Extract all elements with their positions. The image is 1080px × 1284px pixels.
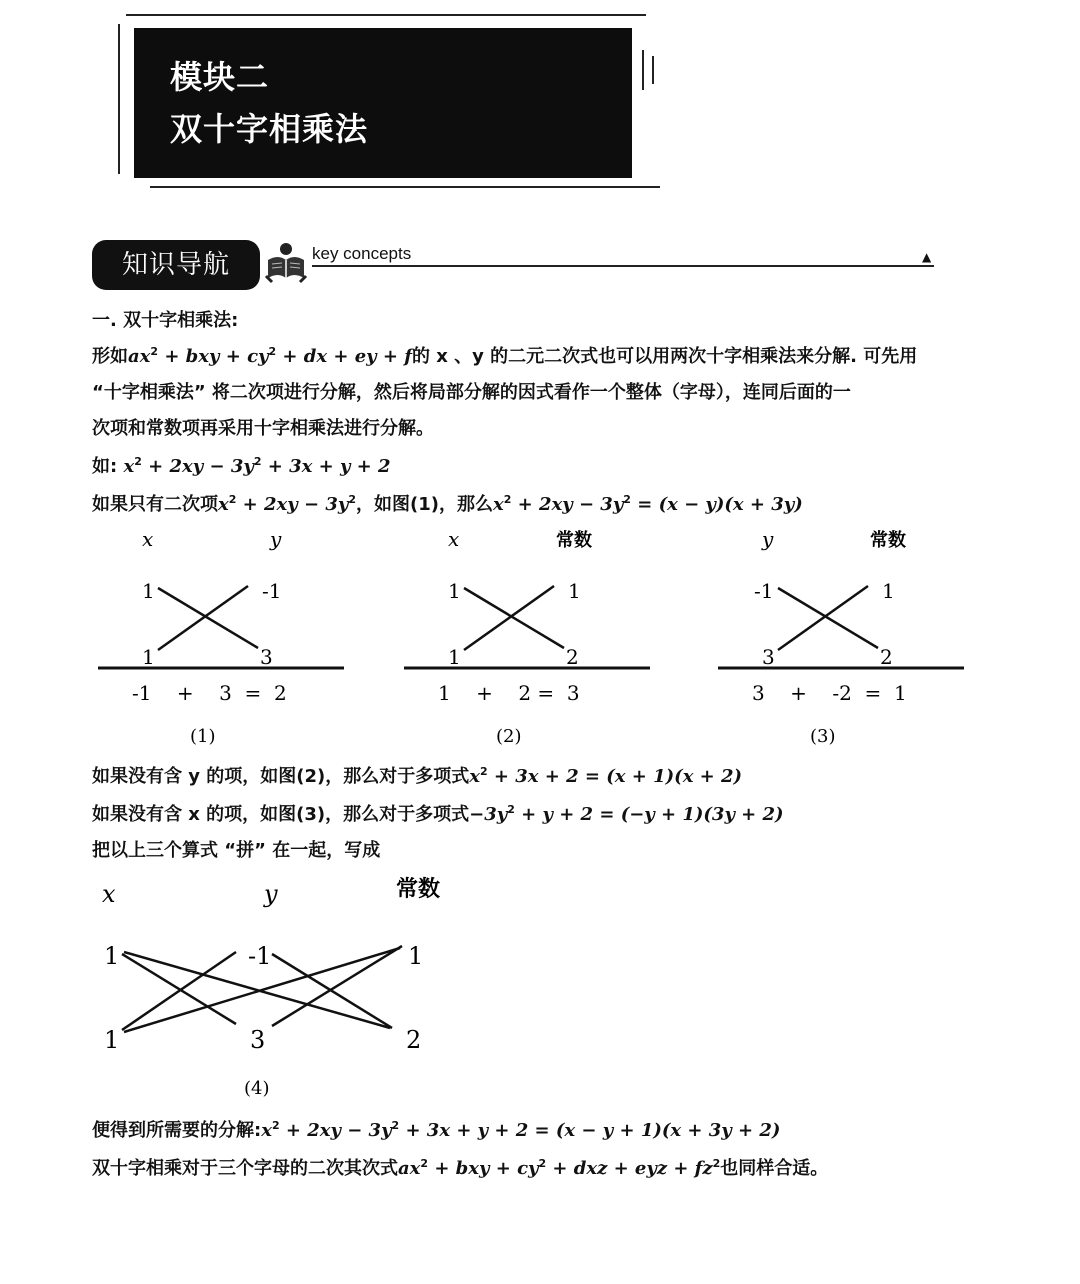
formula-part: + y + 2 = (−y + 1)(3y + 2) [514,804,784,825]
exponent: 2 [348,493,356,506]
exponent: 2 [134,455,142,468]
example-pre: 如: [92,456,118,477]
diagram-header: y [762,527,774,551]
diagram-number: 2 [880,645,893,669]
final-pre: 双十字相乘对于三个字母的二次其次式 [92,1158,398,1179]
formula-part: x [218,494,229,515]
diagram-number: 1 [142,645,155,669]
diagram-header: y [270,527,282,551]
diagram-sum: 1 + 2 = 3 [438,681,580,705]
final-line [92,1154,828,1180]
formula-part: ax [398,1158,421,1179]
formula-part: + 2xy − 3y [141,456,254,477]
diagram-number: 1 [448,645,461,669]
module-number: 模块二 [170,58,270,96]
formula-part: + bxy + cy [158,346,269,367]
intro-pre: 形如 [92,346,128,367]
diagram-number: -1 [262,579,282,603]
diagram-header: x [448,527,460,551]
diagram-number: 2 [566,645,579,669]
formula-part: + bxy + cy [428,1158,539,1179]
diagram-sum: 3 + -2 = 1 [752,681,907,705]
exponent: 2 [538,1157,547,1170]
diagram-caption: (3) [810,726,836,747]
exponent: 2 [503,493,512,506]
diagram4-number: 2 [406,1026,422,1054]
diagram4-header: y [264,880,278,908]
exponent: 2 [479,765,488,778]
diagram-number: 1 [568,579,581,603]
exponent: 2 [507,803,515,816]
exponent: 2 [150,345,159,358]
formula-part: + dxz + eyz + fz [546,1158,713,1179]
diagram-number: 3 [260,645,273,669]
formula-part: −3y [469,804,508,825]
diagram4-number: 1 [408,942,424,970]
formula-part: + dx + ey + f [276,346,412,367]
result-line [92,1116,780,1142]
diagram-sum: -1 + 3 = 2 [132,681,287,705]
combine-line: 把以上三个算式 “拼” 在一起，写成 [92,840,381,861]
section-heading: 一. 双十字相乘法: [92,310,239,331]
exponent: 2 [623,493,631,506]
formula-part: x [123,456,135,477]
diagram-caption: (1) [190,726,216,747]
formula-part: + 3x + 2 = (x + 1)(x + 2) [487,766,743,787]
section-tag: 知识导航 [92,240,260,290]
cross-line [272,954,392,1028]
key-concepts-label: key concepts [312,244,412,263]
diagram4-number: -1 [248,942,272,970]
case3-line [92,800,784,826]
exponent: 2 [712,1157,721,1170]
formula-part: x [469,766,480,787]
formula-part: + 3x + y + 2 = (x − y + 1)(x + 3y + 2) [399,1120,781,1141]
diagram4-number: 3 [250,1026,266,1054]
diagram4-number: 1 [104,942,120,970]
final-post: 也同样合适。 [720,1158,829,1179]
diagram4-header: 常数 [396,877,441,902]
diagram-header: 常数 [556,530,592,551]
exponent: 2 [271,1119,280,1132]
module-title: 双十字相乘法 [170,110,369,148]
exponent: 2 [228,493,237,506]
diagram-number: 1 [882,579,895,603]
case1-pre: 如果只有二次项 [92,494,218,515]
formula-part: + 3x + y + 2 [261,456,391,477]
diagram-number: -1 [754,579,774,603]
exponent: 2 [253,455,262,468]
diagram4-caption: (4) [244,1078,270,1099]
diagram-caption: (2) [496,726,522,747]
formula-part: + 2xy − 3y [279,1120,392,1141]
diagram-number: 3 [762,645,775,669]
formula-part: = (x − y)(x + 3y) [630,494,803,515]
formula-part: ax [128,346,151,367]
formula-part: + 2xy − 3y [511,494,624,515]
exponent: 2 [391,1119,400,1132]
formula-part: x [492,494,504,515]
case1-mid: ，如图(1)，那么 [355,494,493,515]
exponent: 2 [268,345,277,358]
intro-line-2: “十字相乘法” 将二次项进行分解，然后将局部分解的因式看作一个整体（字母），连同后面的一 [92,382,851,403]
case2-pre: 如果没有含 y 的项，如图(2)，那么对于多项式 [92,766,470,787]
diagram-number: 1 [142,579,155,603]
diagram4-header: x [102,880,116,908]
triangle-icon: ▲ [922,250,932,264]
diagram-header: x [142,527,154,551]
formula-part: + 2xy − 3y [236,494,349,515]
result-pre: 便得到所需要的分解: [92,1120,262,1141]
diagram4-number: 1 [104,1026,120,1054]
intro-post: 的 x 、y 的二元二次式也可以用两次十字相乘法来分解. 可先用 [411,346,918,367]
case2-line [92,762,742,788]
case3-pre: 如果没有含 x 的项，如图(3)，那么对于多项式 [92,804,470,825]
intro-line-3: 次项和常数项再采用十字相乘法进行分解。 [92,418,434,439]
diagram-number: 1 [448,579,461,603]
diagram-header: 常数 [870,530,906,551]
formula-part: x [261,1120,272,1141]
exponent: 2 [420,1157,429,1170]
